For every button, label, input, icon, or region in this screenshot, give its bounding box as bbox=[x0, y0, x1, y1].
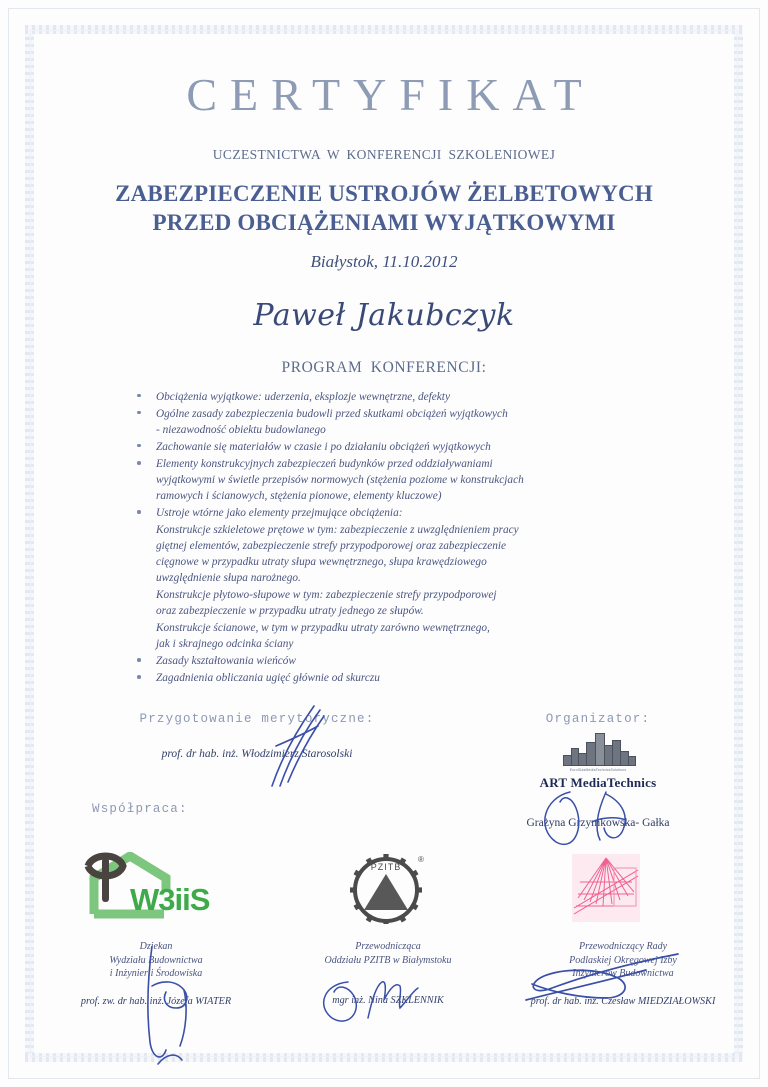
conference-title-line2: PRZED OBCIĄŻENIAMI WYJĄTKOWYMI bbox=[152, 210, 616, 236]
cooperation-label: Współpraca: bbox=[92, 802, 188, 817]
wbiis-signer: prof. zw. dr hab. inż. Józefa WIATER bbox=[80, 995, 232, 1007]
poiib-logo bbox=[504, 852, 742, 924]
wbiis-logo bbox=[40, 852, 272, 924]
program-item bbox=[132, 456, 602, 504]
program-subitem bbox=[132, 587, 602, 619]
program-line: uwzględnienie słupa narożnego. bbox=[156, 572, 301, 585]
program-line: jak i skrajnego odcinka ściany bbox=[156, 638, 294, 651]
program-subitem bbox=[132, 522, 602, 586]
program-line: Konstrukcje płytowo-słupowe w tym: zabezpieczenie strefy przypodporowej bbox=[156, 589, 497, 602]
program-line: cięgnowe w przypadku utraty słupa wewnętrznego, słupa krawędziowego bbox=[156, 556, 487, 569]
svg-text:®: ® bbox=[418, 855, 424, 865]
svg-text:PZITB: PZITB bbox=[370, 862, 402, 873]
program-item bbox=[132, 406, 602, 438]
program-line: Konstrukcje ścianowe, w tym w przypadku utraty zarówno wewnętrznego, bbox=[156, 622, 490, 635]
bullet-icon bbox=[137, 411, 141, 415]
program-line: Ustroje wtórne jako elementy przejmujące obciążenia: bbox=[156, 507, 403, 520]
pzitb-signer: mgr inż. Nina SZKLENNIK bbox=[332, 995, 444, 1007]
program-line: Zagadnienia obliczania ugięć głównie od skurczu bbox=[156, 672, 380, 685]
bullet-icon bbox=[137, 675, 141, 679]
certificate-subtitle: UCZESTNICTWA W KONFERENCJI SZKOLENIOWEJ bbox=[212, 147, 556, 162]
program-item bbox=[132, 653, 602, 669]
program-line: Zasady kształtowania wieńców bbox=[156, 655, 296, 668]
program-line: giętnej elementów, zabezpieczenie strefy przypodporowej oraz zabezpieczenie bbox=[156, 540, 507, 553]
poiib-caption: Przewodniczący Rady Podlaskiej Okręgowej Izby Inżynierów Budownictwa bbox=[569, 941, 677, 980]
program-subitem bbox=[132, 620, 602, 652]
program-item bbox=[132, 439, 602, 455]
bullet-icon bbox=[137, 510, 141, 514]
bullet-icon bbox=[137, 461, 141, 465]
preparation-block bbox=[92, 712, 422, 760]
program-heading: PROGRAM KONFERENCJI: bbox=[281, 358, 487, 376]
organizer-label: Organizator: bbox=[545, 712, 651, 727]
program-line: oraz zabezpieczenie w przypadku utraty jednego ze słupów. bbox=[156, 605, 424, 618]
pzitb-logo bbox=[272, 852, 504, 924]
organizer-name: ART MediaTechnics bbox=[539, 775, 657, 791]
program-line: wyjątkowymi w świetle przepisów normowych (stężenia poziome w konstrukcjach bbox=[156, 474, 524, 487]
partner-block-wbiis bbox=[40, 852, 272, 1007]
svg-text:W3iiS: W3iiS bbox=[130, 882, 210, 918]
page-title: CERTYFIKAT bbox=[186, 69, 595, 120]
wbiis-caption: Dziekan Wydziału Budownictwa i Inżynierii Środowiska bbox=[109, 941, 203, 980]
program-item bbox=[132, 389, 602, 405]
recipient-name: Paweł Jakubczyk bbox=[253, 297, 515, 333]
preparation-name: prof. dr hab. inż. Włodzimierz Starosolski bbox=[161, 748, 353, 761]
pzitb-caption: Przewodnicząca Oddziału PZITB w Białymstoku bbox=[324, 941, 452, 966]
program-line: - niezawodność obiektu budowlanego bbox=[156, 423, 326, 436]
certificate-content bbox=[40, 40, 728, 1047]
program-line: ramowych i ścianowych, stężenia pionowe, elementy kluczowe) bbox=[156, 490, 442, 503]
organizer-person: Grażyna Grzymkowska- Gałka bbox=[526, 817, 670, 830]
program-line: Zachowanie się materiałów w czasie i po działaniu obciążeń wyjątkowych bbox=[156, 440, 491, 453]
program-line: Konstrukcje szkieletowe prętowe w tym: zabezpieczenie z uwzględnieniem pracy bbox=[156, 524, 519, 537]
program-list bbox=[132, 389, 602, 687]
bullet-icon bbox=[137, 444, 141, 448]
bullet-icon bbox=[137, 658, 141, 662]
bullet-icon bbox=[137, 394, 141, 398]
art-media-technics-logo bbox=[561, 730, 635, 772]
poiib-signer: prof. dr hab. inż. Czesław MIEDZIAŁOWSKI bbox=[530, 995, 716, 1007]
program-item bbox=[132, 670, 602, 686]
signature-zone bbox=[40, 712, 728, 1032]
place-and-date: Białystok, 11.10.2012 bbox=[310, 251, 458, 271]
preparation-label: Przygotowanie merytoryczne: bbox=[139, 712, 375, 727]
program-line: Obciążenia wyjątkowe: uderzenia, eksplozje wewnętrzne, defekty bbox=[156, 390, 450, 403]
partner-block-pzitb bbox=[272, 852, 504, 1006]
program-line: Elementy konstrukcyjnych zabezpieczeń budynków przed oddziaływaniami bbox=[156, 458, 493, 470]
conference-title-line1: ZABEZPIECZENIE USTROJÓW ŻELBETOWYCH bbox=[115, 181, 653, 206]
partner-block-poiib bbox=[504, 852, 742, 1007]
organizer-block bbox=[478, 712, 718, 829]
program-item bbox=[132, 505, 602, 521]
program-line: Ogólne zasady zabezpieczenia budowli przed skutkami obciążeń wyjątkowych bbox=[156, 407, 508, 420]
conference-title bbox=[40, 179, 728, 238]
organizer-logo-caption: EuroGlasMediaTechnicsSolutions bbox=[569, 768, 627, 773]
